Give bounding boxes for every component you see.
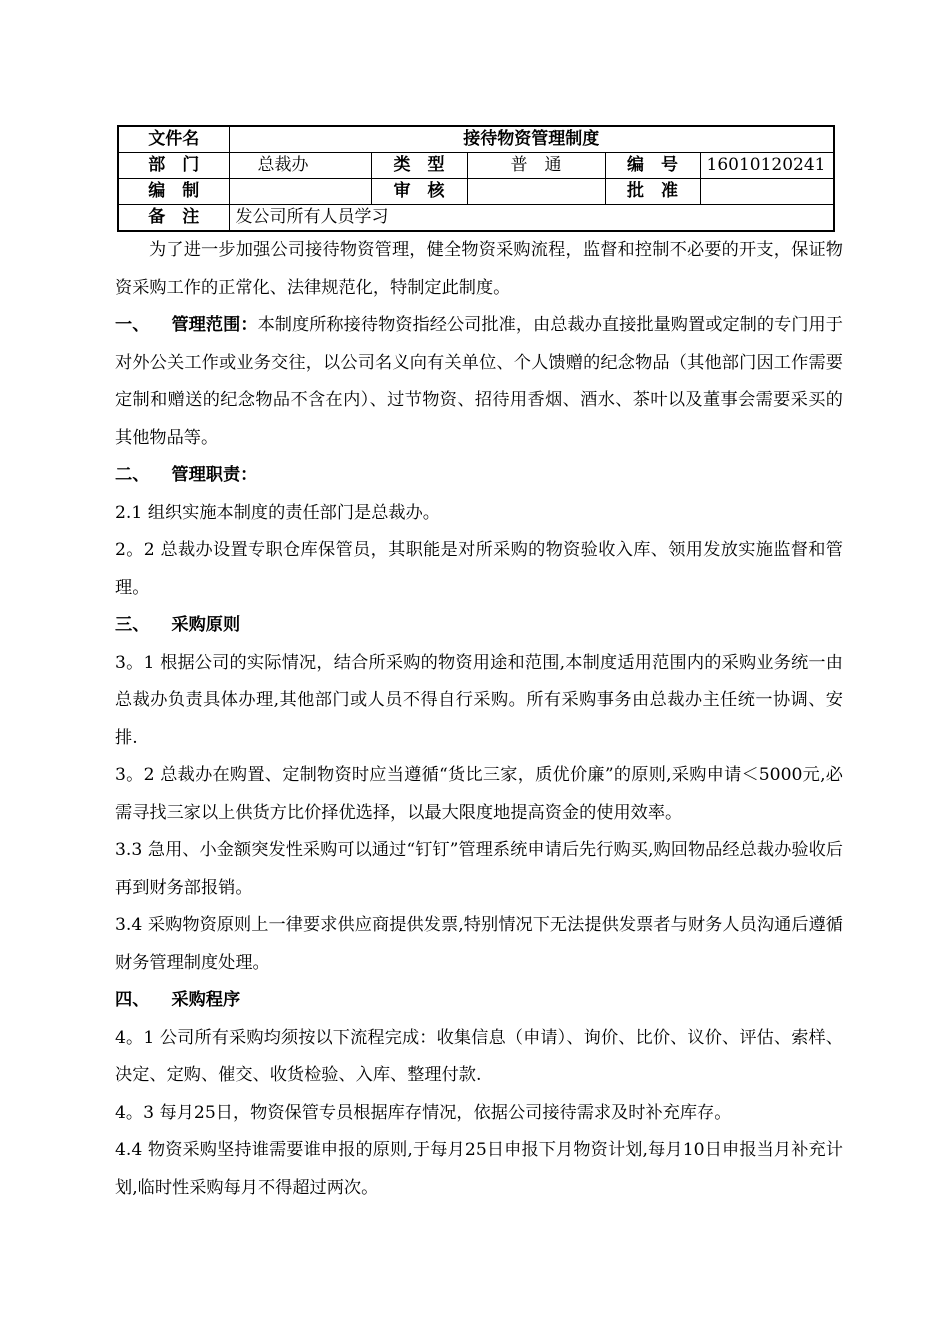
review-value — [467, 179, 605, 205]
type-value: 普 通 — [467, 153, 605, 179]
table-row — [118, 179, 834, 205]
department-label: 部 门 — [118, 153, 229, 179]
approve-value — [700, 179, 834, 205]
compile-value — [229, 179, 371, 205]
paragraph-3-3: 3.3 急用、小金额突发性采购可以通过“钉钉”管理系统申请后先行购买,购回物品经总裁办验收后再到财务部报销。 — [115, 840, 843, 898]
section-1-title: 管理范围： — [171, 315, 258, 335]
section-1-text: 本制度所称接待物资指经公司批准，由总裁办直接批量购置或定制的专门用于对外公关工作或业务交往，以公司名义向有关单位、个人馈赠的纪念物品（其他部门因工作需要定制和赠送的纪念物品不含在内）、过节物资、招待用香烟、酒水、茶叶以及董事会需要采买的其他物品等。 — [115, 315, 843, 448]
document-body — [115, 232, 843, 1207]
paragraph-4-4: 4.4 物资采购坚持谁需要谁申报的原则,于每月25日申报下月物资计划,每月10日申报当月补充计划,临时性采购每月不得超过两次。 — [115, 1140, 843, 1198]
table-row — [118, 153, 834, 179]
approve-label: 批 准 — [605, 179, 700, 205]
section-3-number: 三、 — [115, 615, 150, 635]
section-3-title: 采购原则 — [171, 615, 241, 635]
file-name-label: 文件名 — [118, 126, 229, 153]
table-row — [118, 205, 834, 232]
section-1 — [115, 307, 843, 457]
type-label: 类 型 — [371, 153, 467, 179]
intro-paragraph: 为了进一步加强公司接待物资管理，健全物资采购流程，监督和控制不必要的开支，保证物资采购工作的正常化、法律规范化，特制定此制度。 — [115, 240, 843, 298]
document-title: 接待物资管理制度 — [229, 126, 834, 153]
paragraph-2-1: 2.1 组织实施本制度的责任部门是总裁办。 — [115, 502, 440, 523]
compile-label: 编 制 — [118, 179, 229, 205]
remark-value: 发公司所有人员学习 — [229, 205, 834, 232]
section-3-heading — [115, 607, 843, 645]
paragraph-3-2: 3。2 总裁办在购置、定制物资时应当遵循“货比三家，质优价廉”的原则,采购申请＜5000元,必需寻找三家以上供货方比价择优选择，以最大限度地提高资金的使用效率。 — [115, 765, 843, 823]
paragraph-3-4: 3.4 采购物资原则上一律要求供应商提供发票,特别情况下无法提供发票者与财务人员沟通后遵循财务管理制度处理。 — [115, 915, 843, 973]
paragraph-2-2: 2。2 总裁办设置专职仓库保管员，其职能是对所采购的物资验收入库、领用发放实施监督和管理。 — [115, 540, 843, 598]
section-2-number: 二、 — [115, 465, 150, 485]
section-4-title: 采购程序 — [171, 990, 241, 1010]
section-4-number: 四、 — [115, 990, 150, 1010]
remark-label: 备 注 — [118, 205, 229, 232]
paragraph-4-1: 4。1 公司所有采购均须按以下流程完成：收集信息（申请）、询价、比价、议价、评估、索样、决定、定购、催交、收货检验、入库、整理付款. — [115, 1027, 843, 1085]
paragraph-3-1: 3。1 根据公司的实际情况，结合所采购的物资用途和范围,本制度适用范围内的采购业务统一由总裁办负责具体办理,其他部门或人员不得自行采购。所有采购事务由总裁办主任统一协调、安排. — [115, 652, 843, 748]
table-row — [118, 126, 834, 153]
section-2-title: 管理职责： — [171, 465, 258, 485]
review-label: 审 核 — [371, 179, 467, 205]
number-label: 编 号 — [605, 153, 700, 179]
number-value: 16010120241 — [700, 153, 834, 179]
section-1-number: 一、 — [115, 315, 150, 335]
section-2-heading — [115, 457, 843, 495]
department-value: 总裁办 — [229, 153, 371, 179]
section-4-heading — [115, 982, 843, 1020]
document-info-table — [117, 125, 835, 232]
paragraph-4-3: 4。3 每月25日，物资保管专员根据库存情况，依据公司接待需求及时补充库存。 — [115, 1102, 732, 1123]
